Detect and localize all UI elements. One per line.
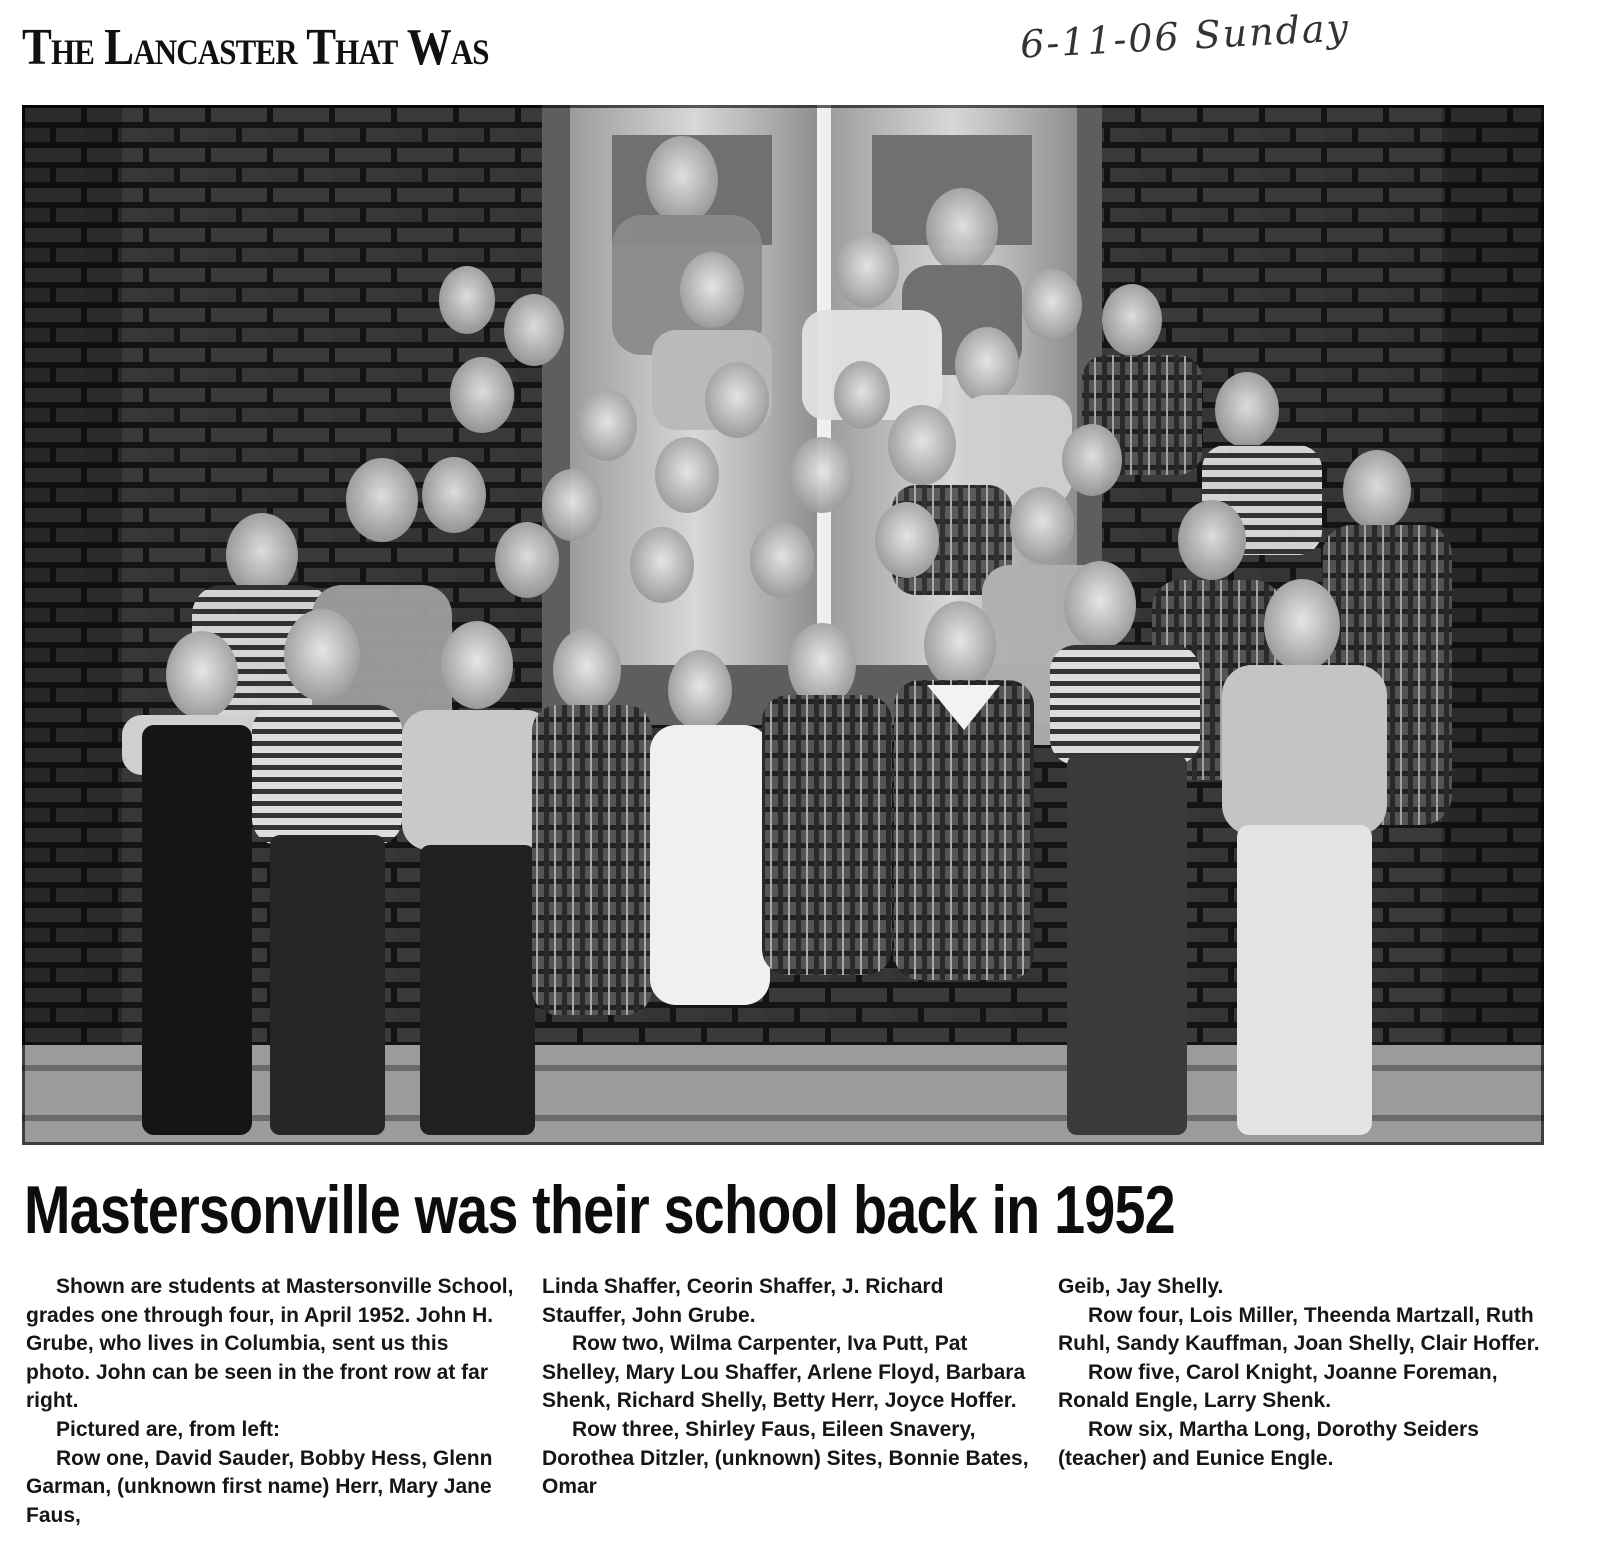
- caption-paragraph: Row four, Lois Miller, Theenda Martzall, Ruth Ruhl, Sandy Kauffman, Joan Shelly, Clair Hoffer.: [1058, 1303, 1540, 1356]
- caption-column-1: [26, 1273, 516, 1530]
- headline: Mastersonville was their school back in 1952: [24, 1172, 1175, 1248]
- column-heading: The Lancaster That Was: [22, 19, 489, 76]
- caption-paragraph: Row five, Carol Knight, Joanne Foreman, Ronald Engle, Larry Shenk.: [1058, 1360, 1498, 1413]
- caption-column-3: [1058, 1273, 1548, 1473]
- caption-paragraph: Row six, Martha Long, Dorothy Seiders (teacher) and Eunice Engle.: [1058, 1417, 1479, 1470]
- caption-paragraph: Row two, Wilma Carpenter, Iva Putt, Pat Shelley, Mary Lou Shaffer, Arlene Floyd, Barbara Shenk, Richard Shelly, Betty Herr, Joyce Hoffer.: [542, 1332, 1026, 1413]
- caption-column-2: [542, 1273, 1032, 1502]
- caption-paragraph: Linda Shaffer, Ceorin Shaffer, J. Richard Stauffer, John Grube.: [542, 1275, 944, 1327]
- class-photo: [22, 105, 1544, 1145]
- caption-paragraph: Row one, David Sauder, Bobby Hess, Glenn Garman, (unknown first name) Herr, Mary Jane Faus,: [26, 1446, 493, 1527]
- handwritten-date: 6-11-06 Sunday: [1019, 5, 1352, 67]
- caption-paragraph: Shown are students at Mastersonville School, grades one through four, in April 1952. John H. Grube, who lives in Columbia, sent us this photo. John can be seen in the front row at far right.: [26, 1275, 514, 1413]
- caption-paragraph: Pictured are, from left:: [56, 1417, 281, 1441]
- caption-paragraph: Geib, Jay Shelly.: [1058, 1275, 1224, 1298]
- caption-paragraph: Row three, Shirley Faus, Eileen Snavery, Dorothea Ditzler, (unknown) Sites, Bonnie Bates, Omar: [542, 1417, 1029, 1499]
